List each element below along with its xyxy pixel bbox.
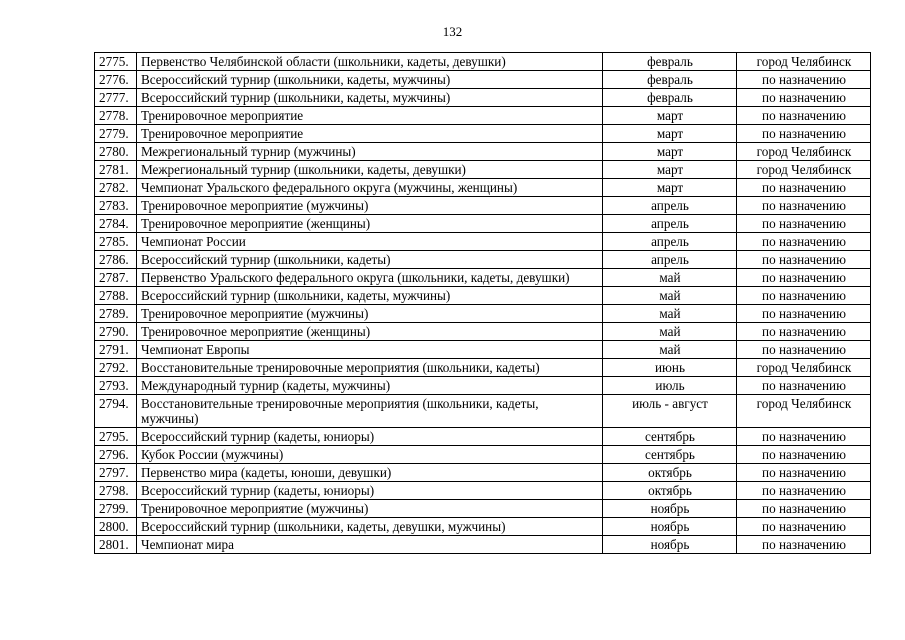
event-period: ноябрь [603,536,737,554]
event-name: Первенство мира (кадеты, юноши, девушки) [137,464,603,482]
row-number: 2796. [95,446,137,464]
table-row [95,251,871,269]
row-number: 2797. [95,464,137,482]
event-name: Тренировочное мероприятие [137,125,603,143]
row-number: 2779. [95,125,137,143]
table-row [95,197,871,215]
event-place: по назначению [737,500,871,518]
table-row [95,377,871,395]
event-period: май [603,287,737,305]
event-period: июнь [603,359,737,377]
event-name: Всероссийский турнир (школьники, кадеты) [137,251,603,269]
event-name: Тренировочное мероприятие (женщины) [137,323,603,341]
table-row [95,71,871,89]
event-period: март [603,143,737,161]
event-period: май [603,341,737,359]
row-number: 2801. [95,536,137,554]
event-place: по назначению [737,341,871,359]
table-row [95,446,871,464]
row-number: 2784. [95,215,137,233]
event-name: Тренировочное мероприятие [137,107,603,125]
row-number: 2791. [95,341,137,359]
event-period: апрель [603,251,737,269]
table-row [95,500,871,518]
row-number: 2795. [95,428,137,446]
table-row [95,341,871,359]
event-period: сентябрь [603,446,737,464]
table-row [95,53,871,71]
row-number: 2775. [95,53,137,71]
row-number: 2790. [95,323,137,341]
row-number: 2776. [95,71,137,89]
event-place: по назначению [737,269,871,287]
events-table [94,52,871,554]
event-place: по назначению [737,377,871,395]
event-name: Межрегиональный турнир (школьники, кадеты, девушки) [137,161,603,179]
event-place: город Челябинск [737,395,871,428]
event-name: Первенство Уральского федерального округа (школьники, кадеты, девушки) [137,269,603,287]
event-name: Кубок России (мужчины) [137,446,603,464]
event-place: по назначению [737,536,871,554]
row-number: 2778. [95,107,137,125]
table-row [95,287,871,305]
event-name: Всероссийский турнир (школьники, кадеты, девушки, мужчины) [137,518,603,536]
table-row [95,359,871,377]
event-period: май [603,269,737,287]
table-row [95,269,871,287]
event-place: по назначению [737,125,871,143]
row-number: 2783. [95,197,137,215]
event-place: по назначению [737,179,871,197]
event-name: Всероссийский турнир (школьники, кадеты, мужчины) [137,89,603,107]
table-row [95,107,871,125]
table-row [95,518,871,536]
event-name: Восстановительные тренировочные мероприятия (школьники, кадеты) [137,359,603,377]
event-name: Всероссийский турнир (школьники, кадеты, мужчины) [137,287,603,305]
table-row [95,323,871,341]
event-place: по назначению [737,197,871,215]
table-row [95,161,871,179]
table-row [95,215,871,233]
table-row [95,143,871,161]
event-period: ноябрь [603,500,737,518]
event-period: апрель [603,233,737,251]
event-place: по назначению [737,428,871,446]
event-name: Восстановительные тренировочные мероприятия (школьники, кадеты, мужчины) [137,395,603,428]
event-place: по назначению [737,518,871,536]
table-row [95,89,871,107]
event-place: по назначению [737,89,871,107]
event-name: Всероссийский турнир (кадеты, юниоры) [137,428,603,446]
row-number: 2794. [95,395,137,428]
page-number: 132 [442,24,463,39]
event-period: апрель [603,215,737,233]
row-number: 2781. [95,161,137,179]
event-place: по назначению [737,464,871,482]
event-name: Чемпионат России [137,233,603,251]
event-name: Чемпионат Уральского федерального округа (мужчины, женщины) [137,179,603,197]
event-name: Тренировочное мероприятие (мужчины) [137,197,603,215]
event-period: февраль [603,53,737,71]
event-period: май [603,323,737,341]
table-row [95,536,871,554]
event-name: Тренировочное мероприятие (мужчины) [137,500,603,518]
event-period: сентябрь [603,428,737,446]
row-number: 2780. [95,143,137,161]
event-place: по назначению [737,287,871,305]
row-number: 2777. [95,89,137,107]
event-place: город Челябинск [737,53,871,71]
table-row [95,305,871,323]
event-name: Тренировочное мероприятие (мужчины) [137,305,603,323]
event-place: по назначению [737,107,871,125]
table-row [95,125,871,143]
table-row [95,428,871,446]
event-name: Международный турнир (кадеты, мужчины) [137,377,603,395]
row-number: 2788. [95,287,137,305]
event-period: март [603,125,737,143]
event-period: май [603,305,737,323]
table-row [95,464,871,482]
event-place: город Челябинск [737,143,871,161]
event-name: Межрегиональный турнир (мужчины) [137,143,603,161]
row-number: 2792. [95,359,137,377]
event-name: Чемпионат мира [137,536,603,554]
row-number: 2782. [95,179,137,197]
row-number: 2793. [95,377,137,395]
event-period: апрель [603,197,737,215]
event-period: июль [603,377,737,395]
event-place: город Челябинск [737,359,871,377]
event-name: Тренировочное мероприятие (женщины) [137,215,603,233]
event-period: ноябрь [603,518,737,536]
event-period: март [603,179,737,197]
event-period: октябрь [603,464,737,482]
event-period: март [603,107,737,125]
event-period: октябрь [603,482,737,500]
event-place: по назначению [737,446,871,464]
event-name: Чемпионат Европы [137,341,603,359]
row-number: 2787. [95,269,137,287]
event-place: по назначению [737,305,871,323]
table-row [95,482,871,500]
event-place: по назначению [737,215,871,233]
table-row [95,395,871,428]
table-row [95,233,871,251]
row-number: 2798. [95,482,137,500]
event-place: по назначению [737,233,871,251]
event-period: февраль [603,71,737,89]
event-period: февраль [603,89,737,107]
event-name: Всероссийский турнир (кадеты, юниоры) [137,482,603,500]
event-period: июль - август [603,395,737,428]
row-number: 2789. [95,305,137,323]
row-number: 2799. [95,500,137,518]
event-period: март [603,161,737,179]
event-name: Всероссийский турнир (школьники, кадеты, мужчины) [137,71,603,89]
row-number: 2786. [95,251,137,269]
event-place: город Челябинск [737,161,871,179]
event-name: Первенство Челябинской области (школьники, кадеты, девушки) [137,53,603,71]
row-number: 2800. [95,518,137,536]
event-place: по назначению [737,71,871,89]
table-row [95,179,871,197]
row-number: 2785. [95,233,137,251]
events-table-body [95,53,871,554]
event-place: по назначению [737,482,871,500]
event-place: по назначению [737,251,871,269]
event-place: по назначению [737,323,871,341]
